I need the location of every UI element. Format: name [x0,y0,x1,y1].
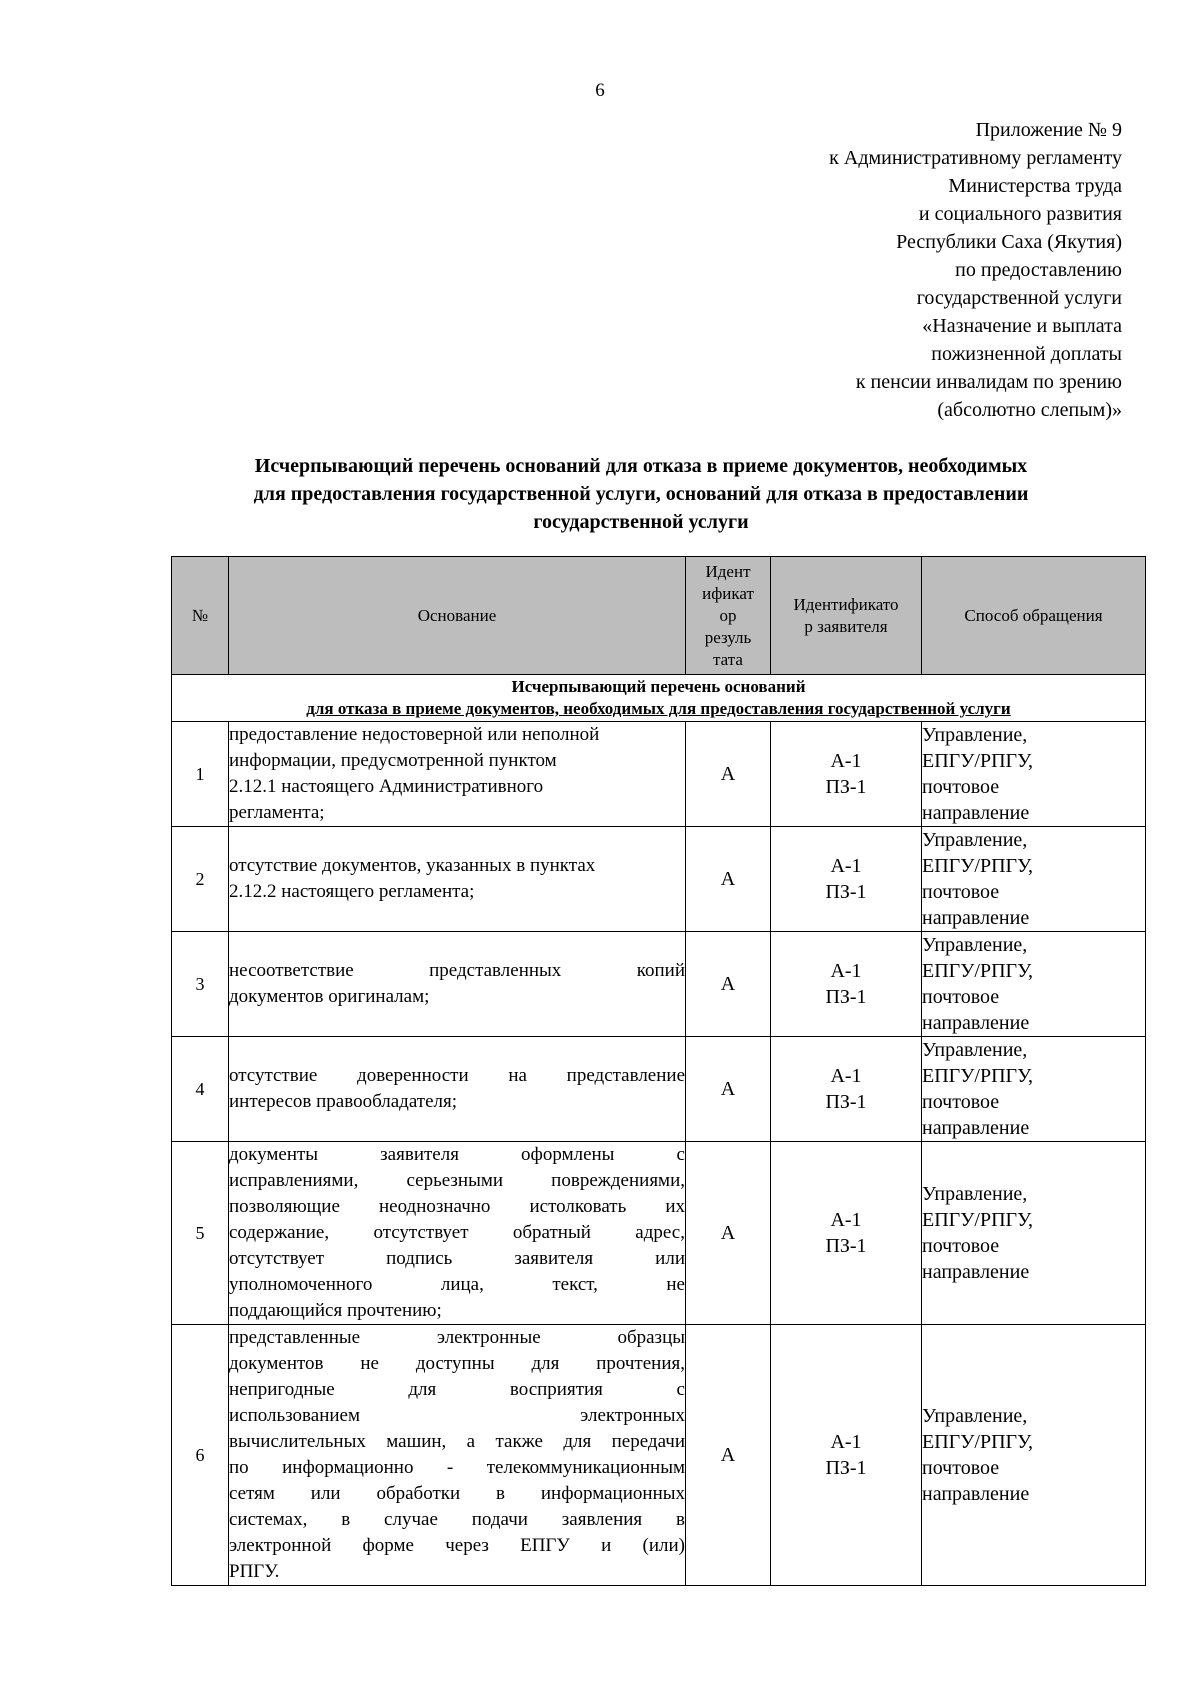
row-reason [229,1037,686,1142]
method-line: направление [922,1261,1030,1283]
row-number: 6 [172,1325,229,1586]
header-result-line: ификат [702,583,754,603]
title-line: для предоставления государственной услуги, оснований для отказа в предоставлении [253,483,1029,505]
row-result: А [686,1142,771,1325]
reason-line: отсутствие доверенности на представление [229,1065,685,1086]
row-reason [229,1142,686,1325]
row-number: 4 [172,1037,229,1142]
method-line: почтовое [922,881,1000,903]
table-row [172,932,1146,1037]
row-applicant [771,827,922,932]
reason-line: позволяющие неоднозначно истолковать их [229,1196,685,1217]
row-reason [229,1325,686,1586]
section-header-row [172,675,1146,722]
reason-line: отсутствие документов, указанных в пунктах [229,855,596,876]
method-line: ЕПГУ/РПГУ, [922,855,1033,877]
reason-line: по информационно - телекоммуникационным [229,1457,685,1478]
method-line: направление [922,907,1030,929]
reason-line: РПГУ. [229,1561,280,1582]
method-line: почтовое [922,986,1000,1008]
header-result-line: тата [713,649,743,669]
reason-line: вычислительных машин, а также для передачи [229,1431,685,1452]
applicant-line: ПЗ-1 [825,1235,867,1257]
method-line: направление [922,1483,1030,1505]
table-row [172,722,1146,827]
row-result: А [686,1037,771,1142]
header-result-line: резуль [704,627,752,647]
reason-line: несоответствие представленных копий [229,960,685,981]
row-result: А [686,1325,771,1586]
table-row [172,827,1146,932]
method-line: Управление, [922,1405,1028,1427]
header-num: № [172,557,229,675]
row-method [922,1037,1146,1142]
applicant-line: ПЗ-1 [825,881,867,903]
applicant-line: А-1 [830,1209,862,1231]
method-line: Управление, [922,724,1028,746]
reason-line: непригодные для восприятия с [229,1379,685,1400]
appendix-block [602,116,1122,424]
table-header-row [172,557,1146,675]
header-applicant-identifier [771,557,922,675]
reason-line: уполномоченного лица, текст, не [229,1274,685,1295]
reason-line: предоставление недостоверной или неполной [229,724,600,745]
reason-line: системах, в случае подачи заявления в [229,1509,685,1530]
table-row [172,1037,1146,1142]
method-line: Управление, [922,1039,1028,1061]
method-line: почтовое [922,776,1000,798]
reason-line: использованием электронных [229,1405,685,1426]
row-result: А [686,932,771,1037]
grounds-table [171,556,1146,1586]
row-result: А [686,722,771,827]
reason-line: электронной форме через ЕПГУ и (или) [229,1535,685,1556]
header-result-line: ор [719,605,737,625]
reason-line: регламента; [229,802,325,823]
method-line: Управление, [922,829,1028,851]
row-applicant [771,722,922,827]
applicant-line: ПЗ-1 [825,1091,867,1113]
row-reason [229,932,686,1037]
section-header-line: Исчерпывающий перечень оснований [511,677,806,696]
table-row [172,1325,1146,1586]
applicant-line: А-1 [830,1431,862,1453]
appendix-line: и социального развития [918,203,1122,225]
method-line: ЕПГУ/РПГУ, [922,750,1033,772]
reason-line: интересов правообладателя; [229,1091,458,1112]
appendix-line: (абсолютно слепым)» [937,399,1122,421]
row-number: 5 [172,1142,229,1325]
method-line: направление [922,1012,1030,1034]
section-header-cell [172,675,1146,722]
appendix-line: «Назначение и выплата [922,315,1122,337]
appendix-line: Приложение № 9 [975,119,1122,141]
method-line: ЕПГУ/РПГУ, [922,1431,1033,1453]
reason-line: документов оригиналам; [229,986,430,1007]
page-number: 6 [595,80,605,101]
method-line: направление [922,802,1030,824]
reason-line: содержание, отсутствует обратный адрес, [229,1222,685,1243]
applicant-line: ПЗ-1 [825,1457,867,1479]
row-applicant [771,1325,922,1586]
applicant-line: ПЗ-1 [825,776,867,798]
reason-line: документы заявителя оформлены с [229,1144,685,1165]
document-title [160,452,1122,536]
row-result: А [686,827,771,932]
row-number: 2 [172,827,229,932]
row-method [922,722,1146,827]
appendix-line: государственной услуги [916,287,1122,309]
method-line: направление [922,1117,1030,1139]
row-number: 3 [172,932,229,1037]
applicant-line: А-1 [830,750,862,772]
row-applicant [771,932,922,1037]
applicant-line: А-1 [830,960,862,982]
reason-line: исправлениями, серьезными повреждениями, [229,1170,685,1191]
title-line: Исчерпывающий перечень оснований для отказа в приеме документов, необходимых [254,455,1028,477]
header-reason: Основание [229,557,686,675]
reason-line: поддающийся прочтению; [229,1300,442,1321]
appendix-line: Республики Саха (Якутия) [896,231,1122,253]
method-line: почтовое [922,1091,1000,1113]
row-applicant [771,1142,922,1325]
reason-line: информации, предусмотренной пунктом [229,750,557,771]
row-reason [229,722,686,827]
applicant-line: А-1 [830,855,862,877]
title-line: государственной услуги [533,511,749,533]
row-method [922,1142,1146,1325]
appendix-line: к Административному регламенту [829,147,1122,169]
row-applicant [771,1037,922,1142]
method-line: почтовое [922,1235,1000,1257]
method-line: ЕПГУ/РПГУ, [922,1065,1033,1087]
appendix-line: к пенсии инвалидам по зрению [855,371,1122,393]
appendix-line: пожизненной доплаты [931,343,1122,365]
header-method: Способ обращения [922,557,1146,675]
header-result-identifier [686,557,771,675]
reason-line: отсутствует подпись заявителя или [229,1248,685,1269]
reason-line: 2.12.2 настоящего регламента; [229,881,475,902]
row-method [922,1325,1146,1586]
applicant-line: А-1 [830,1065,862,1087]
reason-line: сетям или обработки в информационных [229,1483,685,1504]
method-line: ЕПГУ/РПГУ, [922,960,1033,982]
row-number: 1 [172,722,229,827]
method-line: Управление, [922,934,1028,956]
reason-line: 2.12.1 настоящего Административного [229,776,544,797]
reason-line: представленные электронные образцы [229,1327,685,1348]
method-line: Управление, [922,1183,1028,1205]
appendix-line: Министерства труда [948,175,1122,197]
header-applicant-line: р заявителя [804,616,888,636]
reason-line: документов не доступны для прочтения, [229,1353,685,1374]
method-line: почтовое [922,1457,1000,1479]
row-method [922,827,1146,932]
row-reason [229,827,686,932]
header-result-line: Идент [705,561,751,581]
appendix-line: по предоставлению [955,259,1122,281]
section-header-line: для отказа в приеме документов, необходимых для предоставления государственной услуги [306,699,1011,718]
header-applicant-line: Идентификато [793,594,899,614]
method-line: ЕПГУ/РПГУ, [922,1209,1033,1231]
row-method [922,932,1146,1037]
applicant-line: ПЗ-1 [825,986,867,1008]
table-row [172,1142,1146,1325]
